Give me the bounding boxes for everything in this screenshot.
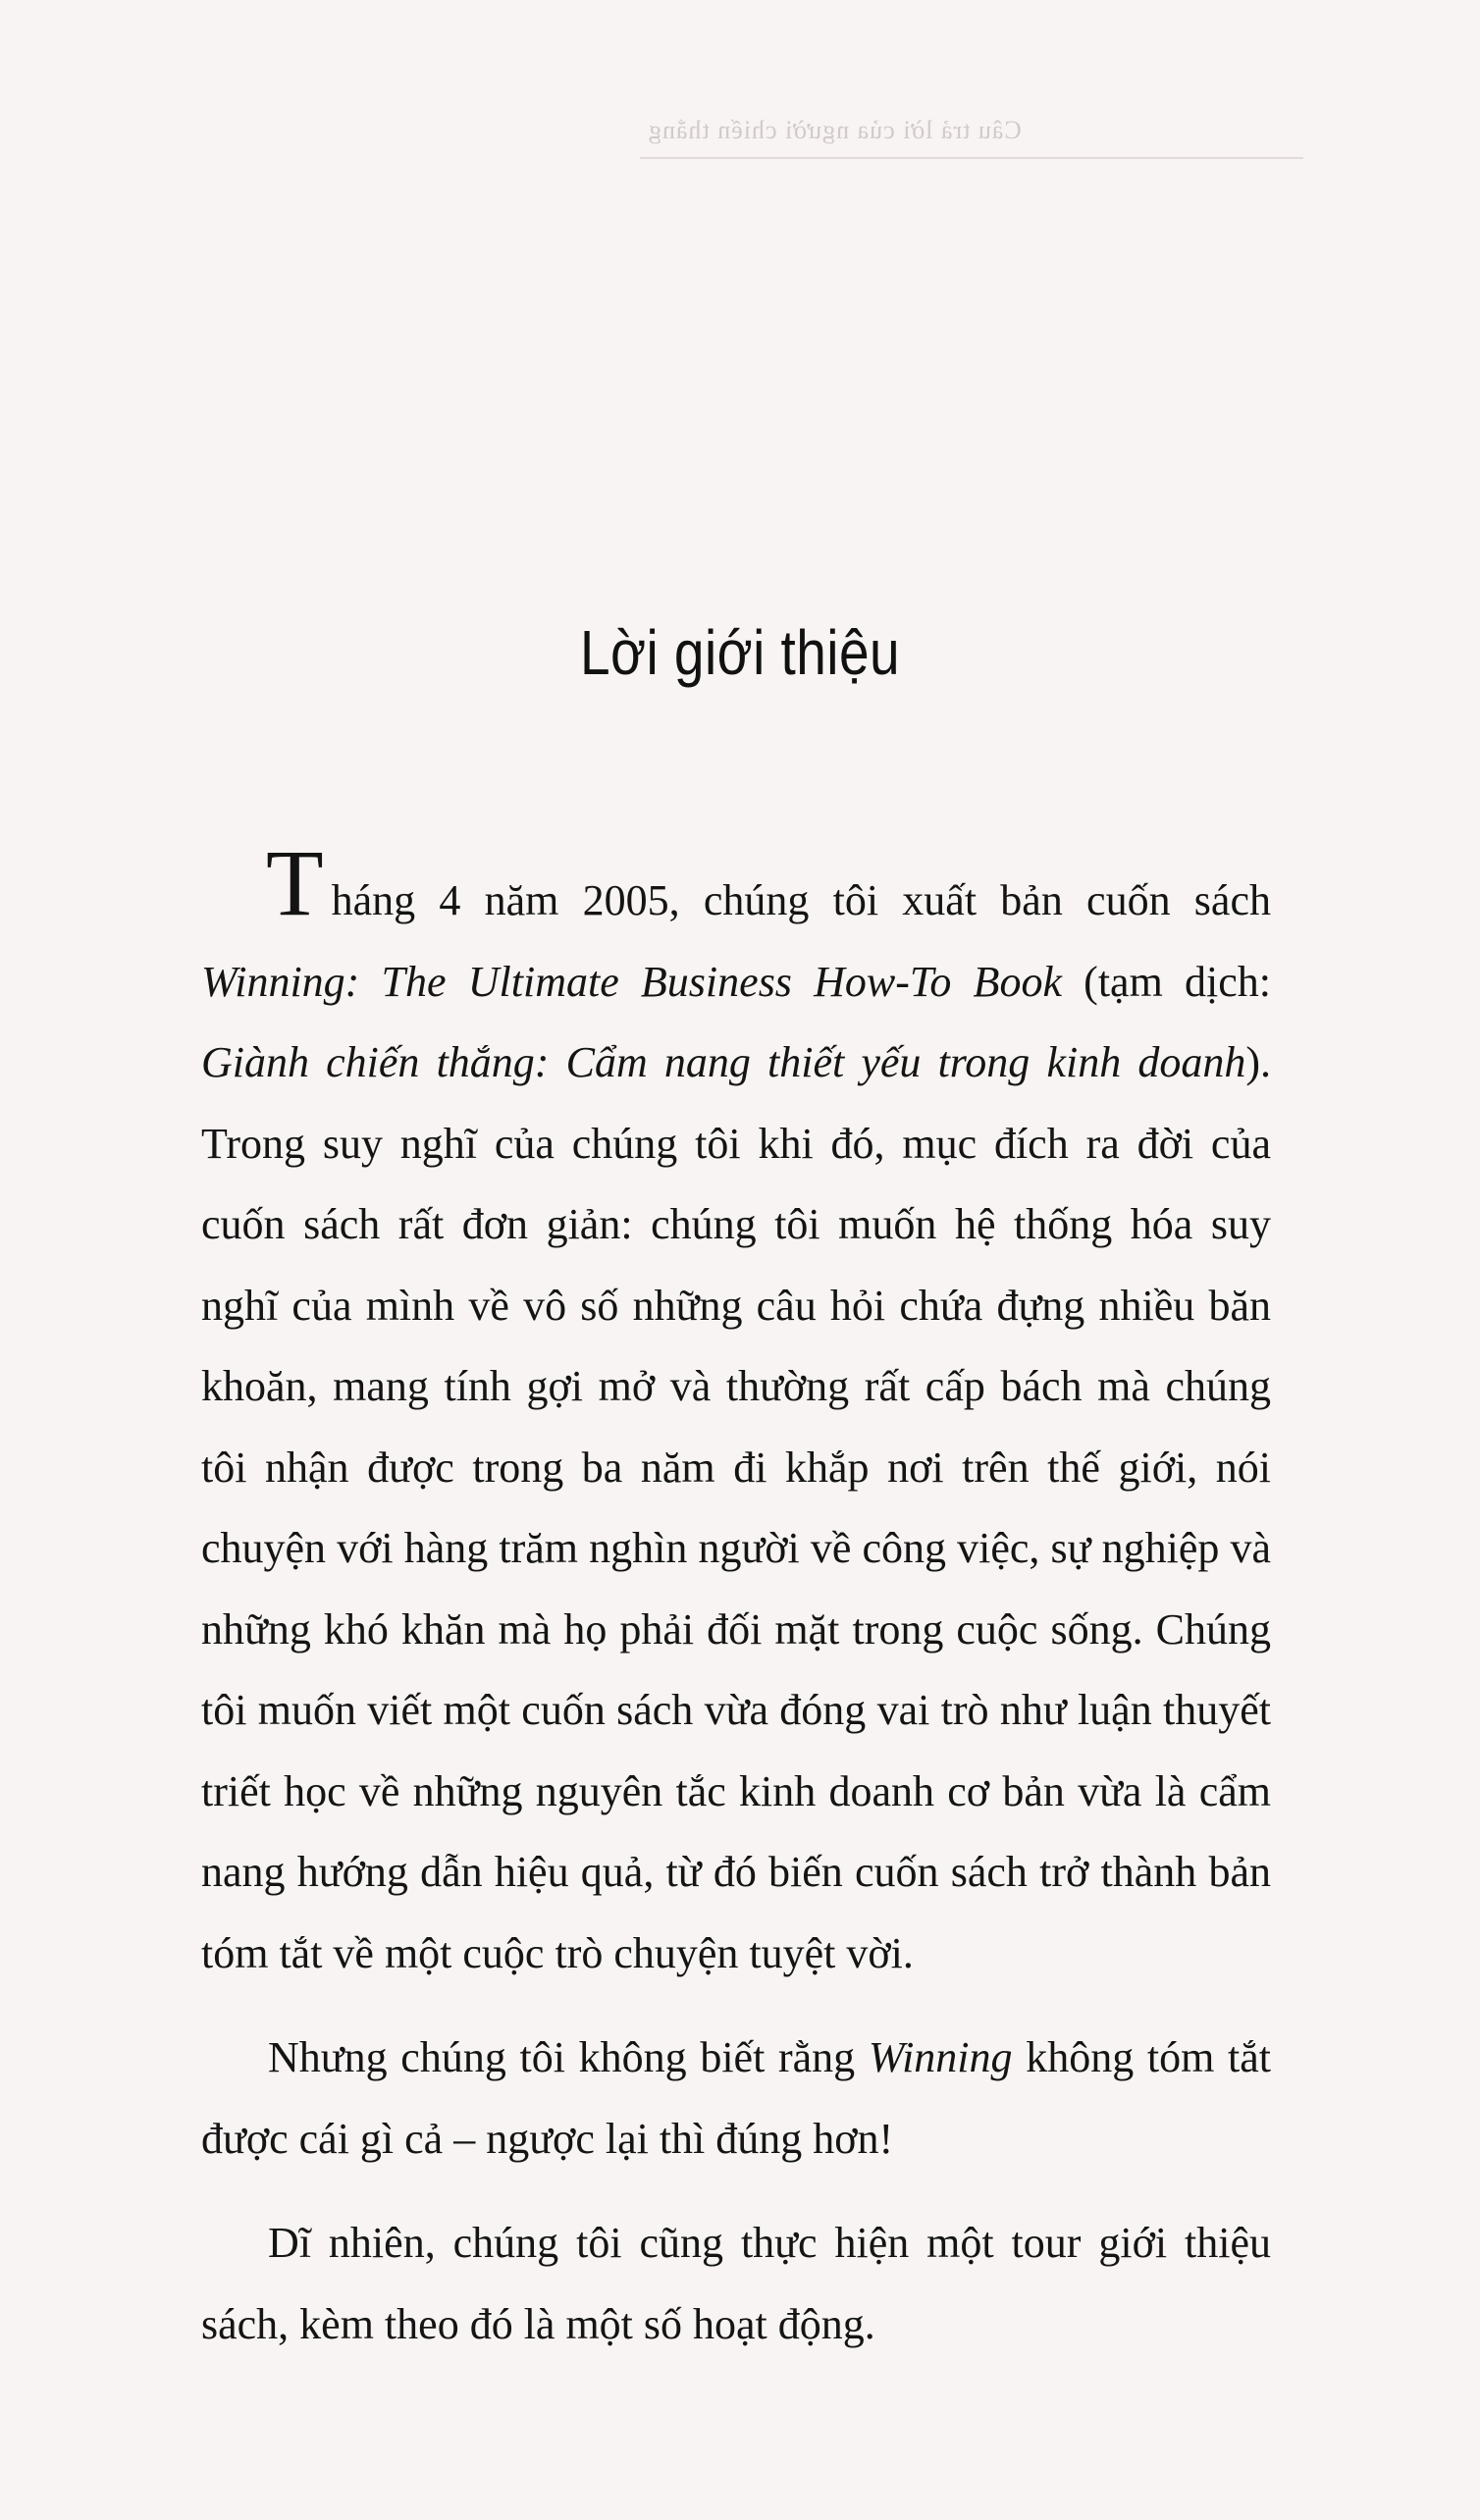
body-text xyxy=(201,830,1271,2365)
bleed-through-running-header: Câu trả lời của người chiến thắng xyxy=(648,116,1022,144)
paragraph-1-text-a: háng 4 năm 2005, chúng tôi xuất bản cuốn sách xyxy=(331,876,1271,924)
bleed-through-header-rule xyxy=(640,157,1303,159)
paragraph-2-text-a: Nhưng chúng tôi không biết rằng xyxy=(268,2033,869,2081)
drop-cap: T xyxy=(266,830,324,935)
paragraph-3 xyxy=(201,2203,1271,2365)
book-title-vietnamese: Giành chiến thắng: Cẩm nang thiết yếu trong kinh doanh xyxy=(201,1038,1246,1086)
paragraph-gap xyxy=(201,2179,1271,2203)
chapter-heading: Lời giới thiệu xyxy=(579,616,901,688)
paragraph-2-text-b: không tóm tắt được cái gì cả – ngược lại thì đúng hơn! xyxy=(201,2033,1271,2163)
paragraph-1 xyxy=(201,830,1271,1994)
paragraph-gap xyxy=(201,1994,1271,2018)
paragraph-1-text-c: ). Trong suy nghĩ của chúng tôi khi đó, mục đích ra đời của cuốn sách rất đơn giản: chúng tôi muốn hệ thống hóa suy nghĩ của mình về vô số những câu hỏi chứa đựng nhiều băn khoăn, mang tính gợi mở và thường rất cấp bách mà chúng tôi nhận được trong ba năm đi khắp nơi trên thế giới, nói chuyện với hàng trăm nghìn người về công việc, sự nghiệp và những khó khăn mà họ phải đối mặt trong cuộc sống. Chúng tôi muốn viết một cuốn sách vừa đóng vai trò như luận thuyết triết học về những nguyên tắc kinh doanh cơ bản vừa là cẩm nang hướng dẫn hiệu quả, từ đó biến cuốn sách trở thành bản tóm tắt về một cuộc trò chuyện tuyệt vời. xyxy=(201,1038,1271,1977)
book-title-short: Winning xyxy=(868,2033,1013,2081)
paragraph-2 xyxy=(201,2018,1271,2179)
paragraph-3-text: Dĩ nhiên, chúng tôi cũng thực hiện một tour giới thiệu sách, kèm theo đó là một số hoạt động. xyxy=(201,2219,1271,2348)
paragraph-1-text-b: (tạm dịch: xyxy=(1061,957,1271,1006)
book-title-english: Winning: The Ultimate Business How-To Book xyxy=(201,957,1062,1006)
